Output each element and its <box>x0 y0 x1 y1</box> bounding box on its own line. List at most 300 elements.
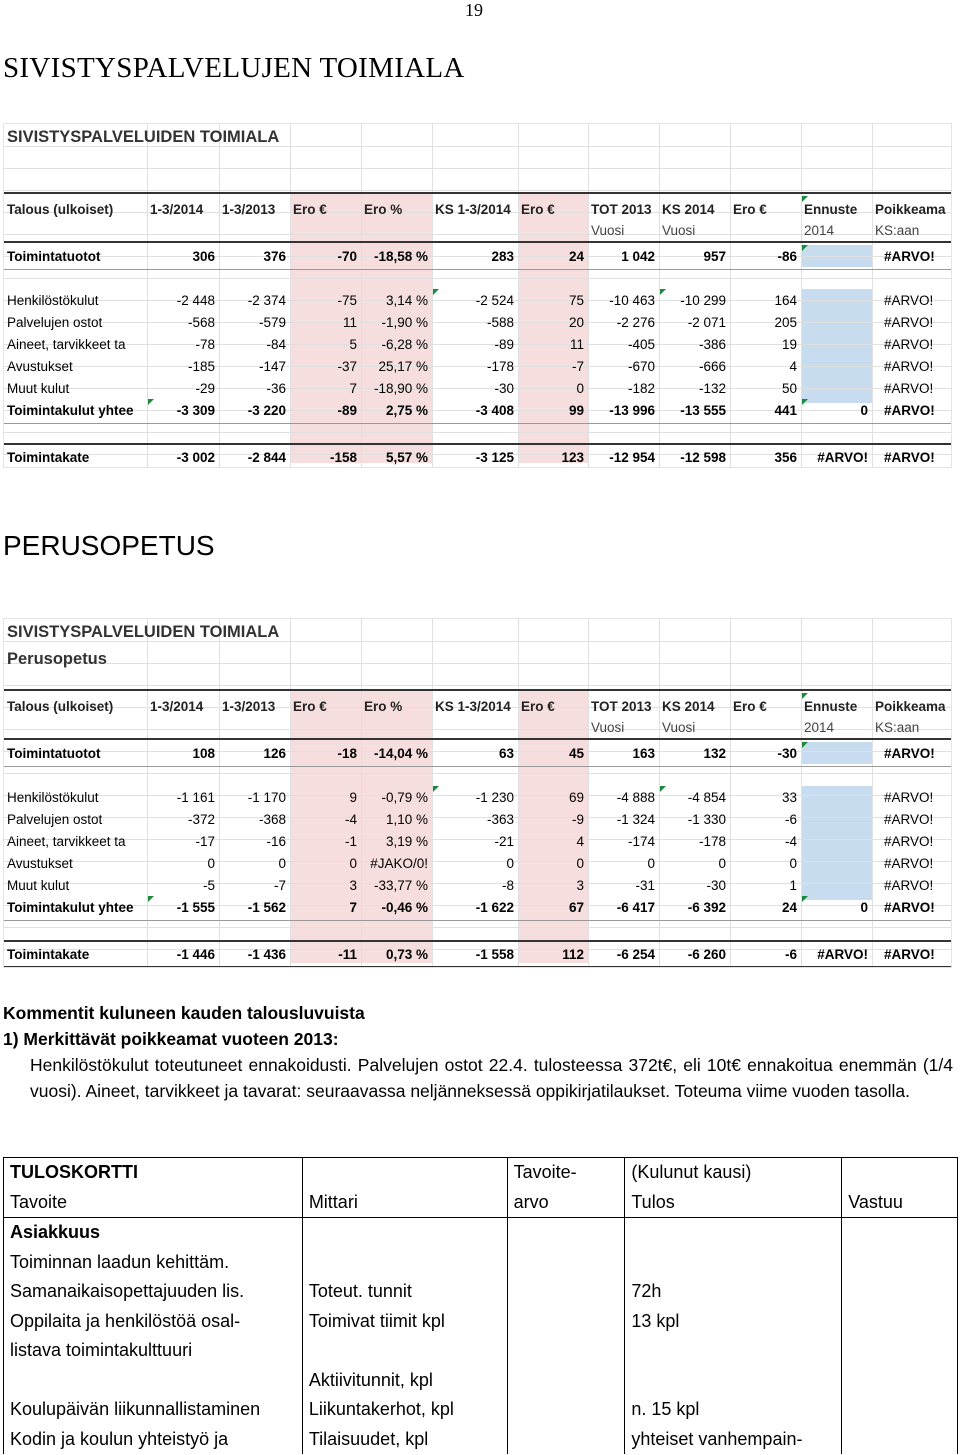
table-cell: #ARVO! <box>884 315 934 330</box>
comments-heading: Kommentit kuluneen kauden talousluvuista <box>3 1003 365 1023</box>
table-cell: -666 <box>698 359 726 374</box>
column-header: TOT 2013 <box>591 699 652 714</box>
scorecard-header-row <box>4 1158 958 1218</box>
total-rule-top <box>4 940 952 942</box>
column-subheader: Vuosi <box>662 720 696 735</box>
table-cell: 50 <box>781 381 797 396</box>
table-cell: -6,28 % <box>381 337 428 352</box>
table-cell: 9 <box>349 790 357 805</box>
table-cell: -158 <box>329 450 357 465</box>
table-cell: 112 <box>562 947 584 962</box>
table-cell <box>801 379 868 399</box>
table-cell: #ARVO! <box>884 900 935 915</box>
table-cell: -2 276 <box>616 315 655 330</box>
table-cell: -568 <box>187 315 215 330</box>
table-cell: -17 <box>195 834 215 849</box>
table-cell: -37 <box>337 359 357 374</box>
scorecard-goal-line-3: Oppilaita ja henkilöstöä osal- <box>10 1310 241 1331</box>
table-cell: 45 <box>568 746 584 761</box>
table-cell: -1 446 <box>176 947 215 962</box>
table-cell: 11 <box>569 337 584 352</box>
column-subheader: 2014 <box>804 223 835 238</box>
table-cell: 7 <box>349 900 357 915</box>
scorecard-goal-line-5 <box>10 1366 296 1396</box>
table-cell: 1 <box>789 878 797 893</box>
table-cell: #ARVO! <box>884 812 934 827</box>
table-cell: -8 <box>501 878 514 893</box>
table-cell: 163 <box>632 746 655 761</box>
table-cell: #ARVO! <box>884 834 934 849</box>
table-cell: -182 <box>627 381 655 396</box>
section-title-sivistyspalvelut: SIVISTYSPALVELUJEN TOIMIALA <box>3 52 465 84</box>
table-cell: 0 <box>576 381 584 396</box>
table-cell: -13 555 <box>680 403 726 418</box>
table-cell: 75 <box>568 293 584 308</box>
cell-indicator-icon <box>660 786 666 792</box>
column-header: Ero € <box>293 202 327 217</box>
table-cell: 67 <box>568 900 584 915</box>
column-header: Ennuste <box>804 699 858 714</box>
table-cell: -1 230 <box>475 790 514 805</box>
column-header: Poikkeama <box>875 202 946 217</box>
table-cell: 69 <box>568 790 584 805</box>
table-cell: 283 <box>491 249 514 264</box>
table-cell <box>801 357 868 377</box>
cell-indicator-icon <box>433 289 439 295</box>
scorecard-result-line-3: 13 kpl <box>631 1310 680 1331</box>
column-subheader: Vuosi <box>591 720 625 735</box>
scorecard-result-line-1 <box>631 1248 835 1278</box>
cell-indicator-icon <box>802 399 808 405</box>
table-cell: -31 <box>635 878 655 893</box>
table-cell <box>801 313 868 333</box>
cell-indicator-icon <box>802 245 808 251</box>
table-cell: 24 <box>781 900 797 915</box>
table-cell <box>801 832 868 852</box>
column-header: Talous (ulkoiset) <box>7 699 114 714</box>
table-cell: 0 <box>860 403 868 418</box>
finance-table-sivistyspalvelut <box>3 123 952 468</box>
table-cell: 0 <box>278 856 286 871</box>
table-cell: -4 888 <box>616 790 655 805</box>
table-cell: -16 <box>266 834 286 849</box>
table-cell <box>801 744 868 764</box>
table-cell: -5 <box>202 878 215 893</box>
table-cell: #ARVO! <box>884 746 935 761</box>
header-rule-bottom <box>4 738 952 740</box>
table-cell: -372 <box>187 812 215 827</box>
table-cell: -2 524 <box>475 293 514 308</box>
row-label: Toimintatuotot <box>7 249 101 264</box>
row-label: Henkilöstökulut <box>7 790 99 805</box>
table-cell: 356 <box>774 450 797 465</box>
table-cell: -75 <box>337 293 357 308</box>
column-subheader: Vuosi <box>662 223 696 238</box>
table-cell: -1 324 <box>616 812 655 827</box>
scorecard-col-goal: Tavoite <box>10 1191 68 1212</box>
total-rule-top <box>4 443 952 445</box>
table-cell: -78 <box>195 337 215 352</box>
table-cell: -3 309 <box>176 403 215 418</box>
table-cell: 126 <box>263 746 286 761</box>
cell-indicator-icon <box>802 742 808 748</box>
table-cell: -6 417 <box>616 900 655 915</box>
scorecard-col-result-1: (Kulunut kausi) <box>631 1162 752 1182</box>
table-cell: #ARVO! <box>884 359 934 374</box>
scorecard-metric-line-2: Toteut. tunnit <box>308 1281 412 1301</box>
table-cell: -4 <box>344 812 357 827</box>
table-cell: -6 260 <box>687 947 726 962</box>
table-cell: -6 <box>784 947 797 962</box>
table-cell: 0 <box>207 856 215 871</box>
table-cell: -14,04 % <box>373 746 428 761</box>
table-cell: -89 <box>494 337 514 352</box>
row-rule <box>4 269 952 270</box>
table-cell: -1 330 <box>687 812 726 827</box>
table-cell: 5 <box>349 337 357 352</box>
table-cell: -1 558 <box>475 947 514 962</box>
scorecard-goal-cell <box>4 1218 303 1455</box>
table-cell: -1 436 <box>247 947 286 962</box>
table-cell: 20 <box>568 315 584 330</box>
table-cell: -1 170 <box>247 790 286 805</box>
table-cell: -579 <box>258 315 286 330</box>
table-cell: -6 254 <box>616 947 655 962</box>
column-header: Ero € <box>521 699 555 714</box>
scorecard-goal-line-0: Asiakkuus <box>10 1222 101 1242</box>
table-cell: -30 <box>706 878 726 893</box>
scorecard-col-result-2: Tulos <box>631 1191 675 1212</box>
cell-indicator-icon <box>660 289 666 295</box>
row-label: Toimintakulut yhtee <box>7 900 134 915</box>
table-cell: -363 <box>486 812 514 827</box>
column-header: Ero € <box>733 699 767 714</box>
row-label: Muut kulut <box>7 381 70 396</box>
row-label: Palvelujen ostot <box>7 315 103 330</box>
table-cell: 0,73 % <box>385 947 428 962</box>
total-rule-bottom <box>4 966 952 968</box>
scorecard-result-line-7: yhteiset vanhempain- <box>631 1428 803 1449</box>
row-label: Toimintakate <box>7 947 90 962</box>
table-cell: 1 042 <box>621 249 655 264</box>
table-cell: -29 <box>195 381 215 396</box>
scorecard-metric-line-4 <box>309 1336 501 1366</box>
table-cell: -4 854 <box>687 790 726 805</box>
table-cell: -1 562 <box>247 900 286 915</box>
table-cell: -185 <box>187 359 215 374</box>
scorecard-owner-cell <box>842 1218 958 1455</box>
sheet-subtitle: Perusopetus <box>7 650 107 668</box>
grid-line-h <box>4 685 952 686</box>
table-cell: -7 <box>571 359 584 374</box>
scorecard-title: TULOSKORTTI <box>10 1162 138 1182</box>
table-cell: -2 374 <box>247 293 286 308</box>
table-cell: -386 <box>698 337 726 352</box>
table-cell: 957 <box>703 249 726 264</box>
table-cell: -11 <box>338 947 357 962</box>
table-cell: -1 622 <box>475 900 514 915</box>
table-cell: 2,75 % <box>385 403 428 418</box>
table-cell: -1 161 <box>176 790 215 805</box>
scorecard-metric-line-6: Liikuntakerhot, kpl <box>308 1399 454 1419</box>
scorecard-col-target-2: arvo <box>513 1191 549 1212</box>
cell-indicator-icon <box>148 896 154 902</box>
grid-line-h <box>4 663 952 664</box>
grid-line-v <box>872 124 873 468</box>
table-cell: -3 220 <box>247 403 286 418</box>
scorecard-metric-line-1 <box>309 1248 501 1278</box>
table-cell: -2 448 <box>176 293 215 308</box>
scorecard-metric-line-5: Aktiivitunnit, kpl <box>308 1369 433 1390</box>
table-cell: -12 598 <box>680 450 726 465</box>
scorecard-table <box>3 1157 958 1454</box>
cell-indicator-icon <box>802 896 808 902</box>
table-cell: -1,90 % <box>381 315 428 330</box>
table-cell: 376 <box>263 249 286 264</box>
table-cell: -7 <box>273 878 286 893</box>
table-cell: 0 <box>789 856 797 871</box>
sheet-title: SIVISTYSPALVELUIDEN TOIMIALA <box>7 128 280 146</box>
table-cell: 4 <box>576 834 584 849</box>
table-cell: 205 <box>774 315 797 330</box>
table-cell: -670 <box>627 359 655 374</box>
table-cell: -4 <box>784 834 797 849</box>
scorecard-result-line-4 <box>631 1336 835 1366</box>
grid-line-h <box>4 168 952 169</box>
table-cell <box>801 247 868 267</box>
column-header: 1-3/2013 <box>222 699 276 714</box>
scorecard-header-owner <box>842 1158 958 1218</box>
scorecard-header-result <box>625 1158 842 1218</box>
grid-line-h <box>4 773 952 774</box>
scorecard-goal-line-4: listava toimintakulttuuri <box>10 1340 193 1360</box>
table-cell: 441 <box>774 403 797 418</box>
table-cell: -30 <box>777 746 797 761</box>
table-cell: 11 <box>342 315 357 330</box>
finance-comments <box>3 1000 953 1104</box>
table-cell: -12 954 <box>609 450 655 465</box>
table-cell: 3,19 % <box>385 834 428 849</box>
row-rule <box>4 920 952 921</box>
table-cell: -9 <box>571 812 584 827</box>
row-label: Toimintakate <box>7 450 90 465</box>
grid-line-v <box>872 619 873 968</box>
table-cell: 5,57 % <box>385 450 428 465</box>
table-cell: 7 <box>349 381 357 396</box>
table-cell: -36 <box>266 381 286 396</box>
table-cell: 0 <box>860 900 868 915</box>
table-cell: 0 <box>576 856 584 871</box>
table-cell: 3 <box>349 878 357 893</box>
column-header: 1-3/2014 <box>150 699 204 714</box>
column-header: Ero € <box>293 699 327 714</box>
table-cell: -3 125 <box>475 450 514 465</box>
scorecard-metric-line-3: Toimivat tiimit kpl <box>308 1310 445 1331</box>
table-cell: -368 <box>258 812 286 827</box>
column-header: KS 2014 <box>662 202 715 217</box>
table-cell: 123 <box>561 450 584 465</box>
table-cell: #ARVO! <box>884 381 934 396</box>
column-header: Poikkeama <box>875 699 946 714</box>
table-cell: -18 <box>337 746 357 761</box>
row-label: Aineet, tarvikkeet ta <box>7 834 126 849</box>
column-header: Ero € <box>521 202 555 217</box>
row-label: Avustukset <box>7 856 73 871</box>
table-cell: -178 <box>698 834 726 849</box>
scorecard-col-target-1: Tavoite- <box>513 1162 577 1182</box>
table-cell: -147 <box>258 359 286 374</box>
column-subheader: 2014 <box>804 720 835 735</box>
column-header: KS 2014 <box>662 699 715 714</box>
row-rule <box>4 423 952 424</box>
table-cell: #JAKO/0! <box>370 856 428 871</box>
cell-indicator-icon <box>802 196 808 202</box>
column-header: Ero % <box>364 202 403 217</box>
table-cell: #ARVO! <box>817 450 868 465</box>
column-header: KS 1-3/2014 <box>435 699 511 714</box>
grid-line-h <box>4 432 952 433</box>
table-cell: 0 <box>506 856 514 871</box>
table-cell: -3 408 <box>475 403 514 418</box>
table-cell: -174 <box>627 834 655 849</box>
table-cell: -0,46 % <box>381 900 428 915</box>
column-header: KS 1-3/2014 <box>435 202 511 217</box>
section-title-perusopetus: PERUSOPETUS <box>3 530 215 561</box>
table-cell: -2 844 <box>247 450 286 465</box>
table-cell <box>801 854 868 874</box>
scorecard-col-metric: Mittari <box>308 1191 358 1212</box>
scorecard-target-cell <box>507 1218 625 1455</box>
table-cell <box>801 335 868 355</box>
table-cell: #ARVO! <box>884 947 935 962</box>
table-cell: -18,58 % <box>373 249 428 264</box>
column-header: 1-3/2014 <box>150 202 204 217</box>
table-cell: -86 <box>777 249 797 264</box>
table-cell: -178 <box>486 359 514 374</box>
table-cell: 164 <box>774 293 797 308</box>
table-cell: -13 996 <box>609 403 655 418</box>
table-cell: 19 <box>781 337 797 352</box>
table-cell: 1,10 % <box>385 812 428 827</box>
table-cell: #ARVO! <box>884 337 934 352</box>
table-cell: -33,77 % <box>373 878 428 893</box>
table-cell: 24 <box>568 249 584 264</box>
scorecard-goal-line-2: Samanaikaisopettajuuden lis. <box>10 1281 245 1301</box>
grid-line-h <box>4 278 952 279</box>
table-cell: -30 <box>494 381 514 396</box>
scorecard-result-line-0 <box>631 1218 835 1248</box>
scorecard-header-goal <box>4 1158 303 1218</box>
table-cell: -70 <box>337 249 357 264</box>
table-cell <box>801 876 868 896</box>
table-cell: 33 <box>781 790 797 805</box>
column-subheader: Vuosi <box>591 223 625 238</box>
column-subheader: KS:aan <box>875 720 920 735</box>
header-rule-bottom <box>4 241 952 243</box>
table-cell: 0 <box>647 856 655 871</box>
table-cell: -1 <box>344 834 357 849</box>
table-cell: #ARVO! <box>884 790 934 805</box>
grid-line-h <box>4 927 952 928</box>
table-cell: -6 <box>784 812 797 827</box>
table-cell: -132 <box>698 381 726 396</box>
table-cell: #ARVO! <box>817 947 868 962</box>
row-label: Muut kulut <box>7 878 70 893</box>
table-cell: 25,17 % <box>378 359 428 374</box>
scorecard-col-owner: Vastuu <box>848 1191 903 1212</box>
scorecard-result-line-6: n. 15 kpl <box>631 1399 700 1419</box>
table-cell: -0,79 % <box>381 790 428 805</box>
scorecard-header-target <box>507 1158 625 1218</box>
scorecard-goal-line-7: Kodin ja koulun yhteistyö ja <box>10 1428 229 1449</box>
table-cell <box>801 788 868 808</box>
comments-subheading: 1) Merkittävät poikkeamat vuoteen 2013: <box>3 1029 339 1049</box>
table-cell: #ARVO! <box>884 856 934 871</box>
table-cell: -6 392 <box>687 900 726 915</box>
table-cell <box>801 810 868 830</box>
scorecard-metric-line-0 <box>309 1218 501 1248</box>
table-cell: 108 <box>192 746 215 761</box>
finance-table-perusopetus <box>3 618 952 968</box>
table-cell: -10 299 <box>680 293 726 308</box>
table-cell: #ARVO! <box>884 293 934 308</box>
column-header: 1-3/2013 <box>222 202 276 217</box>
table-cell: -1 555 <box>176 900 215 915</box>
scorecard-result-line-2: 72h <box>631 1281 662 1301</box>
table-cell: -2 071 <box>687 315 726 330</box>
grid-line-h <box>4 190 952 191</box>
column-header: TOT 2013 <box>591 202 652 217</box>
table-cell: #ARVO! <box>884 450 935 465</box>
scorecard-metric-cell <box>302 1218 507 1455</box>
table-cell: 306 <box>192 249 215 264</box>
comments-body: Henkilöstökulut toteutuneet ennakoidusti. Palvelujen ostot 22.4. tulosteessa 372t€, eli 10t€ ennakoitua enemmän (1/4 vuosi). Aineet, tarvikkeet ja tavarat: seuraavassa neljänneksessä oppikirjatilaukset. Toteuma viime vuoden tasolla. <box>30 1055 953 1101</box>
row-label: Palvelujen ostot <box>7 812 103 827</box>
table-cell: -405 <box>627 337 655 352</box>
table-cell: -84 <box>266 337 286 352</box>
row-rule <box>4 766 952 767</box>
column-header: Ennuste <box>804 202 858 217</box>
table-cell: 4 <box>789 359 797 374</box>
header-rule-top <box>4 689 952 691</box>
row-label: Toimintatuotot <box>7 746 101 761</box>
column-header: Talous (ulkoiset) <box>7 202 114 217</box>
table-cell: #ARVO! <box>884 403 935 418</box>
page-number: 19 <box>465 0 483 20</box>
table-cell: 63 <box>498 746 514 761</box>
table-cell: #ARVO! <box>884 249 935 264</box>
table-cell: 3 <box>576 878 584 893</box>
cell-indicator-icon <box>148 399 154 405</box>
scorecard-result-line-5 <box>631 1366 835 1396</box>
table-cell <box>801 291 868 311</box>
scorecard-goal-line-6: Koulupäivän liikunnallistaminen <box>10 1399 261 1419</box>
table-cell: -89 <box>337 403 357 418</box>
table-cell: 0 <box>349 856 357 871</box>
scorecard-goal-line-1: Toiminnan laadun kehittäm. <box>10 1251 230 1272</box>
table-cell: 99 <box>568 403 584 418</box>
table-cell: 132 <box>703 746 726 761</box>
column-header: Ero € <box>733 202 767 217</box>
column-subheader: KS:aan <box>875 223 920 238</box>
cell-indicator-icon <box>433 786 439 792</box>
header-rule-top <box>4 192 952 194</box>
table-cell: 0 <box>718 856 726 871</box>
scorecard-header-metric <box>302 1158 507 1218</box>
scorecard-body-row <box>4 1218 958 1455</box>
row-label: Aineet, tarvikkeet ta <box>7 337 126 352</box>
scorecard-result-cell <box>625 1218 842 1455</box>
